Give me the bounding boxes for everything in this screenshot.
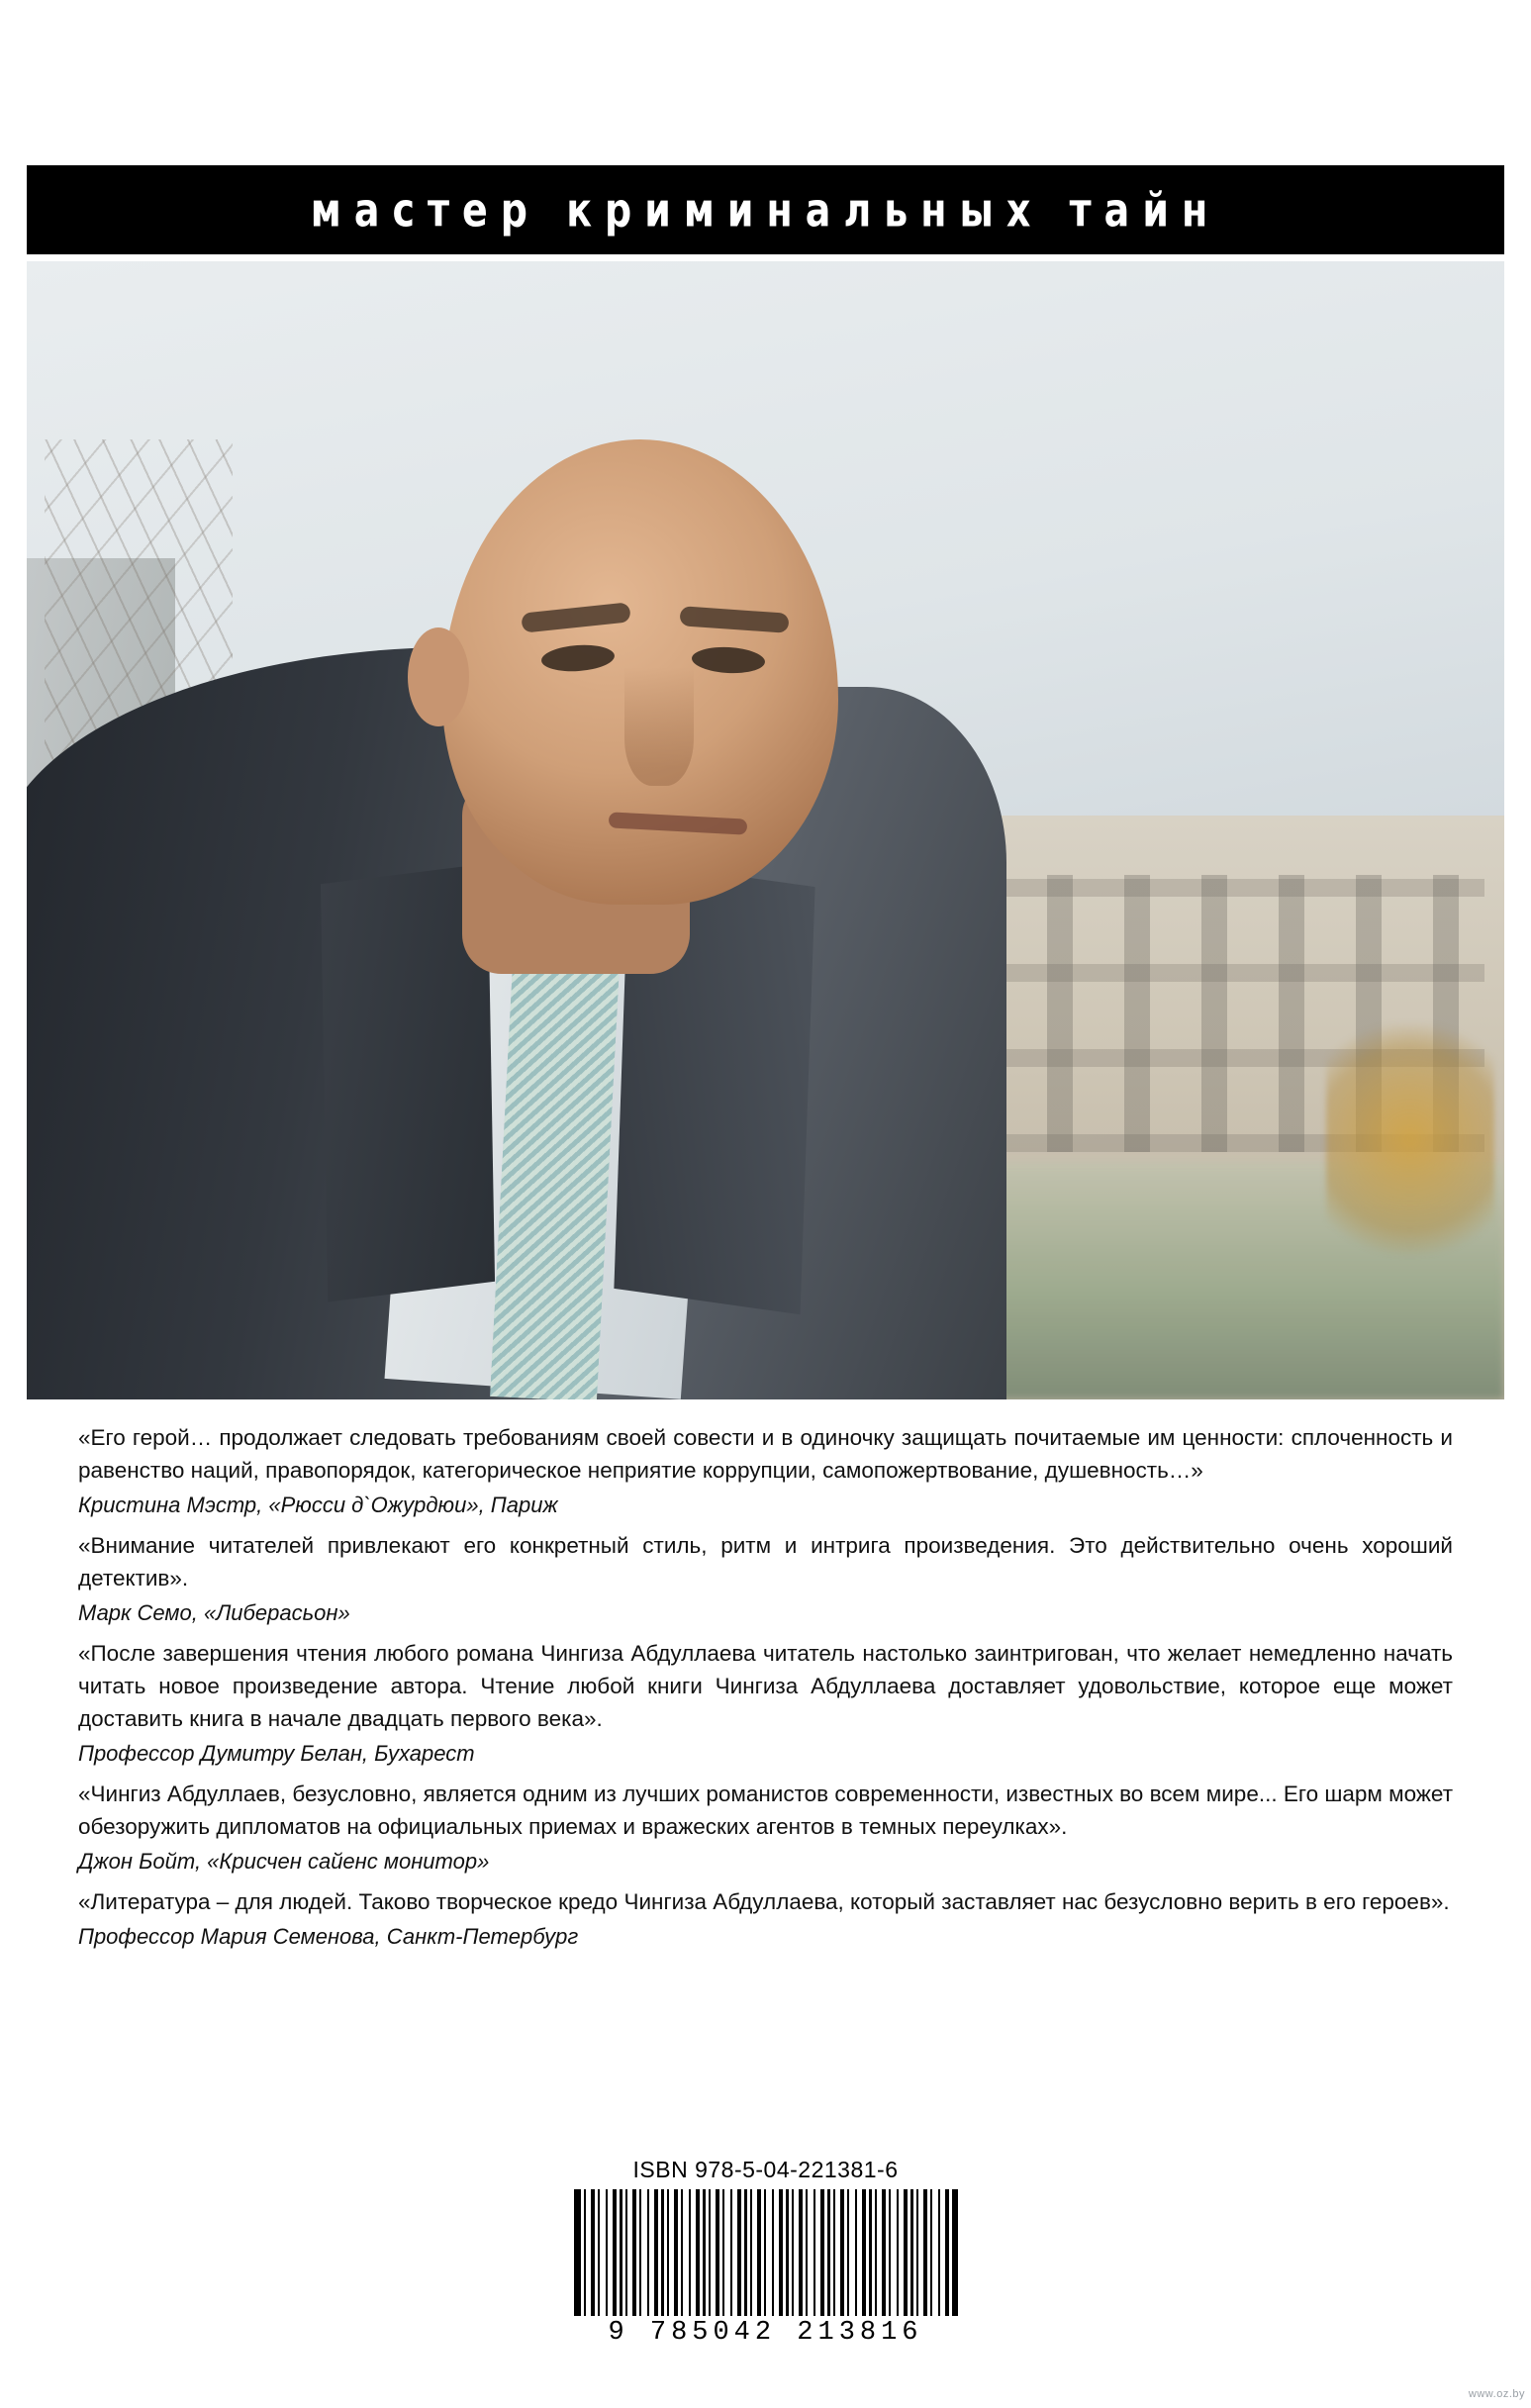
quote-source: Профессор Думитру Белан, Бухарест xyxy=(78,1741,475,1766)
barcode-digits: 9 785042 213816 xyxy=(608,2318,923,2348)
isbn-barcode-block xyxy=(27,2157,1504,2348)
quote-text: «Внимание читателей привлекают его конкретный стиль, ритм и интрига произведения. Это действительно очень хороший детектив». xyxy=(78,1533,1453,1590)
isbn-label: ISBN 978-5-04-221381-6 xyxy=(632,2157,899,2182)
portrait-nose xyxy=(624,667,694,786)
cover-card xyxy=(27,12,1504,2391)
quote-source: Профессор Мария Семенова, Санкт-Петербург xyxy=(78,1924,579,1949)
barcode-image xyxy=(574,2189,958,2316)
author-photo xyxy=(27,261,1504,1399)
site-watermark: www.oz.by xyxy=(1468,2388,1525,2400)
quote-source: Марк Семо, «Либерасьон» xyxy=(78,1600,350,1625)
quote-text: «Литература – для людей. Таково творческое кредо Чингиза Абдуллаева, который заставляет нас безусловно верить в его героев». xyxy=(78,1889,1450,1914)
quote-text: «Чингиз Абдуллаев, безусловно, является одним из лучших романистов современности, известных во всем мире... Его шарм может обезоружить дипломатов на официальных приемах и вражеских агентов в темных переулках». xyxy=(78,1782,1453,1839)
portrait-ear xyxy=(408,627,469,726)
quote-source: Кристина Мэстр, «Рюсси д`Ожурдюи», Париж xyxy=(78,1493,558,1517)
series-banner xyxy=(27,165,1504,254)
quote-text: «Его герой… продолжает следовать требованиям своей совести и в одиночку защищать почитаемые им ценности: сплоченность и равенство наций, правопорядок, категорическое неприятие коррупции, самопожертвование, душевность…» xyxy=(78,1425,1453,1483)
photo-autumn-tree xyxy=(1326,1023,1494,1281)
series-banner-text: мастер криминальных тайн xyxy=(310,182,1221,238)
quote-text: «После завершения чтения любого романа Чингиза Абдуллаева читатель настолько заинтригован, что желает немедленно начать читать новое произведение автора. Чтение любой книги Чингиза Абдуллаева доставляет удовольствие, которое еще может доставить книга в начале двадцать первого века». xyxy=(78,1641,1453,1731)
review-quotes-block xyxy=(27,1399,1504,1961)
quote-source: Джон Бойт, «Крисчен сайенс монитор» xyxy=(78,1849,490,1874)
